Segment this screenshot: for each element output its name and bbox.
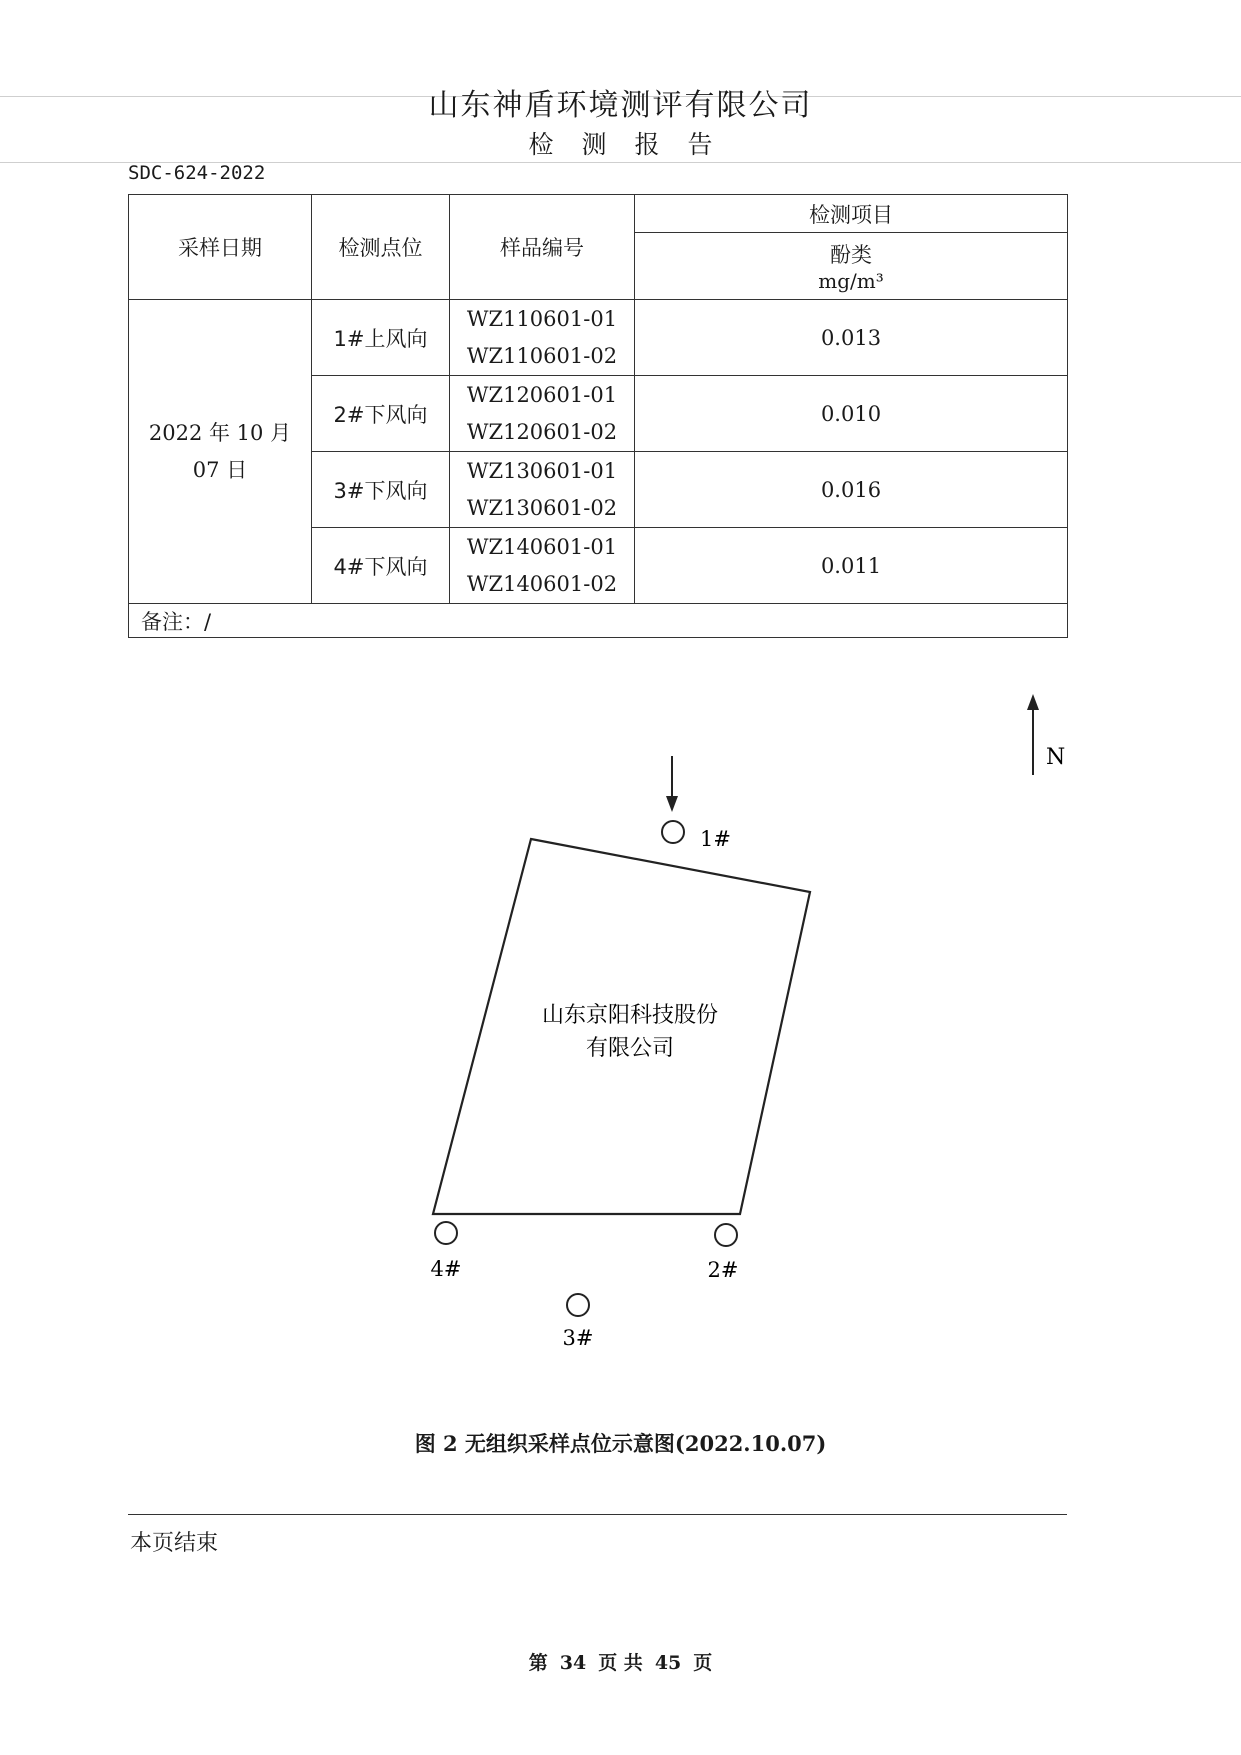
header-sample-id: 样品编号 xyxy=(450,195,635,300)
date-line-2: 07 日 xyxy=(192,457,248,482)
point-cell: 4#下风向 xyxy=(312,528,450,604)
end-of-page-text: 本页结束 xyxy=(130,1531,219,1556)
sample-id-a: WZ140601-01 xyxy=(466,534,618,559)
end-rule xyxy=(128,1514,1067,1515)
point-cell: 3#下风向 xyxy=(312,452,450,528)
point-cell: 2#下风向 xyxy=(312,376,450,452)
page-footer xyxy=(0,1648,1241,1675)
item-unit: mg/m³ xyxy=(818,269,884,293)
site-name-line-1: 山东京阳科技股份 xyxy=(541,1003,719,1028)
sample-id-b: WZ140601-02 xyxy=(466,571,618,596)
value-cell: 0.011 xyxy=(635,528,1068,604)
item-name: 酚类 xyxy=(830,243,872,267)
header-sampling-date: 采样日期 xyxy=(129,195,312,300)
date-line-1: 2022 年 10 月 xyxy=(148,420,292,445)
point-3-label: 3# xyxy=(562,1326,594,1350)
sample-id-b: WZ120601-02 xyxy=(466,419,618,444)
sample-id-a: WZ110601-01 xyxy=(466,306,618,331)
north-arrow-icon xyxy=(1027,694,1039,775)
sample-id-a: WZ130601-01 xyxy=(466,458,618,483)
figure-caption: 图 2 无组织采样点位示意图(2022.10.07) xyxy=(414,1431,827,1456)
document-number: SDC-624-2022 xyxy=(128,162,266,184)
sample-id-a: WZ120601-01 xyxy=(466,382,618,407)
page-number: 34 xyxy=(559,1652,587,1674)
sample-id-b: WZ130601-02 xyxy=(466,495,618,520)
value-cell: 0.013 xyxy=(635,300,1068,376)
point-2-label: 2# xyxy=(707,1258,739,1282)
point-2-icon xyxy=(715,1224,737,1246)
company-name: 山东神盾环境测评有限公司 xyxy=(428,88,813,123)
sample-id-b: WZ110601-02 xyxy=(466,343,618,368)
wind-arrow-icon xyxy=(666,756,678,812)
point-3-icon xyxy=(567,1294,589,1316)
point-1-label: 1# xyxy=(700,827,731,851)
value-cell: 0.016 xyxy=(635,452,1068,528)
point-4-label: 4# xyxy=(430,1257,462,1281)
site-name-line-2: 有限公司 xyxy=(585,1036,675,1061)
report-title: 检测报告 xyxy=(528,130,741,159)
point-4-icon xyxy=(435,1222,457,1244)
point-1-icon xyxy=(662,821,684,843)
point-cell: 1#上风向 xyxy=(312,300,450,376)
value-cell: 0.010 xyxy=(635,376,1068,452)
footer-prefix: 第 xyxy=(528,1652,548,1674)
total-pages: 45 xyxy=(654,1652,682,1674)
north-label: N xyxy=(1046,745,1066,770)
footer-suffix: 页 xyxy=(693,1652,713,1674)
header-test-item-group: 检测项目 xyxy=(635,195,1068,233)
remark: 备注：/ xyxy=(129,604,1068,638)
footer-mid: 页 共 xyxy=(598,1652,643,1674)
header-test-point: 检测点位 xyxy=(312,195,450,300)
